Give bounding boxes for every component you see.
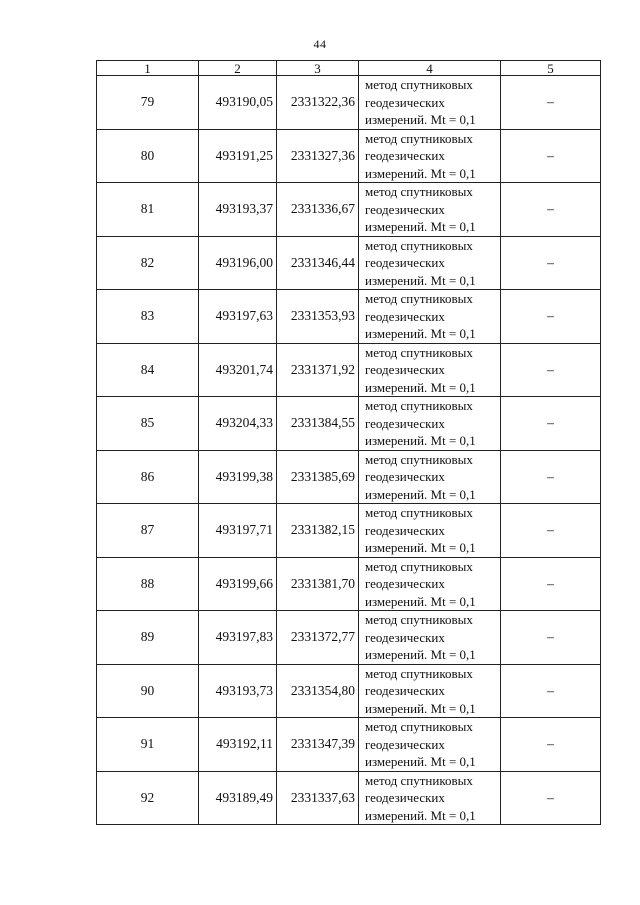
point-number-cell: 89 (97, 611, 199, 665)
method-text-line: геодезических (365, 736, 445, 752)
coordinate-x-cell: 493193,37 (199, 183, 277, 237)
method-text-line: геодезических (365, 201, 445, 217)
method-text-line: геодезических (365, 308, 445, 324)
point-number-cell: 84 (97, 343, 199, 397)
method-text-line: метод спутниковых (365, 558, 473, 574)
note-cell: – (501, 129, 601, 183)
method-text-line: метод спутниковых (365, 237, 473, 253)
note-cell: – (501, 397, 601, 451)
point-number-cell: 91 (97, 718, 199, 772)
coordinate-x-cell: 493201,74 (199, 343, 277, 397)
method-text-line: измерений. Mt = 0,1 (365, 165, 476, 181)
coordinate-y-cell: 2331336,67 (277, 183, 359, 237)
coordinate-y-cell: 2331371,92 (277, 343, 359, 397)
method-text-line: измерений. Mt = 0,1 (365, 486, 476, 502)
point-number-cell: 85 (97, 397, 199, 451)
coordinate-y-cell: 2331337,63 (277, 771, 359, 825)
method-text-line: метод спутниковых (365, 772, 473, 788)
method-text-line: измерений. Mt = 0,1 (365, 272, 476, 288)
method-cell (359, 236, 501, 290)
method-text-line: геодезических (365, 790, 445, 805)
method-cell (359, 771, 501, 825)
method-text-line: метод спутниковых (365, 344, 473, 360)
method-text-line: измерений. Mt = 0,1 (365, 647, 476, 662)
coordinate-y-cell: 2331347,39 (277, 718, 359, 772)
note-cell: – (501, 611, 601, 665)
note-cell: – (501, 664, 601, 718)
note-cell: – (501, 450, 601, 504)
method-text-line: геодезических (365, 683, 445, 698)
point-number-cell: 82 (97, 236, 199, 290)
method-text-line: геодезических (365, 576, 445, 591)
coordinate-x-cell: 493192,11 (199, 718, 277, 772)
table-row (97, 290, 601, 344)
coordinate-x-cell: 493191,25 (199, 129, 277, 183)
method-cell (359, 664, 501, 718)
point-number-cell: 88 (97, 557, 199, 611)
method-text-line: метод спутниковых (365, 398, 473, 413)
note-cell: – (501, 343, 601, 397)
method-text-line: измерений. Mt = 0,1 (365, 379, 476, 395)
method-text-line: метод спутниковых (365, 505, 473, 520)
method-cell (359, 129, 501, 183)
point-number-cell: 83 (97, 290, 199, 344)
method-cell (359, 504, 501, 558)
point-number-cell: 80 (97, 129, 199, 183)
table-row (97, 504, 601, 558)
coordinate-x-cell: 493190,05 (199, 76, 277, 130)
table-row (97, 557, 601, 611)
table-row (97, 450, 601, 504)
coordinate-y-cell: 2331381,70 (277, 557, 359, 611)
page-number: 44 (313, 37, 327, 51)
coordinate-x-cell: 493197,71 (199, 504, 277, 558)
method-cell (359, 183, 501, 237)
method-cell (359, 343, 501, 397)
column-header: 1 (97, 61, 199, 76)
note-cell: – (501, 290, 601, 344)
method-text-line: геодезических (365, 415, 445, 431)
method-text-line: геодезических (365, 629, 445, 645)
method-cell (359, 557, 501, 611)
coordinate-x-cell: 493196,00 (199, 236, 277, 290)
coordinate-y-cell: 2331354,80 (277, 664, 359, 718)
coordinate-y-cell: 2331327,36 (277, 129, 359, 183)
table-row (97, 343, 601, 397)
coordinate-x-cell: 493193,73 (199, 664, 277, 718)
method-text-line: метод спутниковых (365, 291, 473, 306)
method-text-line: измерений. Mt = 0,1 (365, 700, 476, 716)
method-cell (359, 611, 501, 665)
coordinate-y-cell: 2331322,36 (277, 76, 359, 130)
method-text-line: метод спутниковых (365, 451, 473, 467)
method-cell (359, 290, 501, 344)
note-cell: – (501, 504, 601, 558)
column-header: 4 (359, 61, 501, 76)
method-text-line: метод спутниковых (365, 130, 473, 146)
point-number-cell: 86 (97, 450, 199, 504)
method-text-line: геодезических (365, 255, 445, 270)
note-cell: – (501, 236, 601, 290)
method-text-line: измерений. Mt = 0,1 (365, 433, 476, 448)
coordinate-y-cell: 2331372,77 (277, 611, 359, 665)
table-row (97, 771, 601, 825)
method-text-line: метод спутниковых (365, 665, 473, 681)
method-text-line: метод спутниковых (365, 184, 473, 199)
note-cell: – (501, 76, 601, 130)
coordinates-table (96, 60, 601, 825)
point-number-cell: 87 (97, 504, 199, 558)
method-text-line: метод спутниковых (365, 77, 473, 92)
table-row (97, 718, 601, 772)
method-cell (359, 397, 501, 451)
method-text-line: измерений. Mt = 0,1 (365, 112, 476, 127)
table-row (97, 129, 601, 183)
note-cell: – (501, 557, 601, 611)
table-row (97, 664, 601, 718)
column-header: 3 (277, 61, 359, 76)
note-cell: – (501, 771, 601, 825)
table-header-row (97, 61, 601, 76)
method-text-line: метод спутниковых (365, 719, 473, 734)
method-text-line: геодезических (365, 362, 445, 377)
method-cell (359, 450, 501, 504)
method-text-line: измерений. Mt = 0,1 (365, 540, 476, 555)
method-cell (359, 718, 501, 772)
coordinate-x-cell: 493197,63 (199, 290, 277, 344)
point-number-cell: 79 (97, 76, 199, 130)
method-text-line: измерений. Mt = 0,1 (365, 219, 476, 234)
table-row (97, 183, 601, 237)
coordinate-x-cell: 493189,49 (199, 771, 277, 825)
table-row (97, 611, 601, 665)
method-text-line: измерений. Mt = 0,1 (365, 593, 476, 609)
method-text-line: метод спутниковых (365, 612, 473, 627)
method-cell (359, 76, 501, 130)
coordinate-y-cell: 2331385,69 (277, 450, 359, 504)
point-number-cell: 92 (97, 771, 199, 825)
table-body (97, 61, 601, 825)
coordinate-y-cell: 2331353,93 (277, 290, 359, 344)
coordinate-x-cell: 493197,83 (199, 611, 277, 665)
method-text-line: геодезических (365, 148, 445, 163)
method-text-line: геодезических (365, 522, 445, 538)
table-row (97, 236, 601, 290)
point-number-cell: 81 (97, 183, 199, 237)
coordinate-y-cell: 2331382,15 (277, 504, 359, 558)
method-text-line: измерений. Mt = 0,1 (365, 326, 476, 341)
note-cell: – (501, 718, 601, 772)
point-number-cell: 90 (97, 664, 199, 718)
table-row (97, 76, 601, 130)
column-header: 2 (199, 61, 277, 76)
method-text-line: измерений. Mt = 0,1 (365, 807, 476, 823)
method-text-line: измерений. Mt = 0,1 (365, 754, 476, 769)
note-cell: – (501, 183, 601, 237)
table-row (97, 397, 601, 451)
method-text-line: геодезических (365, 469, 445, 484)
column-header: 5 (501, 61, 601, 76)
method-text-line: геодезических (365, 94, 445, 110)
coordinate-x-cell: 493199,38 (199, 450, 277, 504)
coordinate-x-cell: 493199,66 (199, 557, 277, 611)
coordinate-y-cell: 2331384,55 (277, 397, 359, 451)
coordinate-x-cell: 493204,33 (199, 397, 277, 451)
coordinate-y-cell: 2331346,44 (277, 236, 359, 290)
